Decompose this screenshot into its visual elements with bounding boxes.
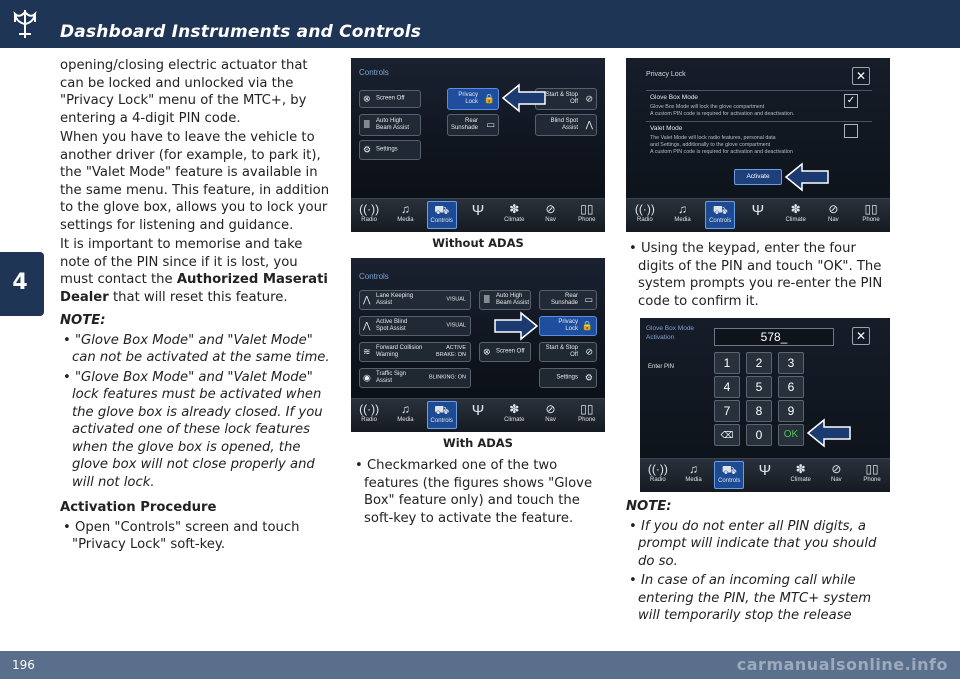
- bottom-nav-bar: [351, 198, 605, 232]
- forward-collision-button[interactable]: [359, 342, 471, 362]
- pointer-arrow-icon: [784, 162, 832, 192]
- button-label: Auto High Beam Assist: [376, 118, 410, 131]
- collision-icon: ≋: [363, 346, 371, 357]
- section-heading: Activation Procedure: [60, 500, 217, 515]
- lane-keeping-button[interactable]: [359, 290, 471, 310]
- ok-button[interactable]: OK: [778, 424, 804, 446]
- page-footer: [0, 651, 960, 679]
- button-value: BLINKING: ON: [429, 374, 466, 381]
- key-5[interactable]: 5: [746, 376, 772, 398]
- nav-label: Phone: [862, 217, 880, 223]
- nav-home-logo[interactable]: [750, 461, 780, 489]
- radio-icon: ((·)): [359, 202, 380, 216]
- nav-media[interactable]: [679, 461, 709, 489]
- paragraph: [60, 236, 335, 306]
- nav-label: Nav: [828, 217, 839, 223]
- music-note-icon: ♫: [400, 402, 410, 416]
- bottom-nav-bar: [351, 398, 605, 432]
- key-9[interactable]: 9: [778, 400, 804, 422]
- compass-icon: ⊘: [828, 202, 839, 216]
- button-label: Auto High Beam Assist: [496, 293, 530, 306]
- button-label: Privacy Lock: [558, 319, 578, 332]
- screen-header: Controls: [359, 272, 389, 281]
- valet-mode-title: Valet Mode: [650, 125, 683, 132]
- nav-radio[interactable]: [643, 461, 673, 489]
- button-label: Blind Spot Assist: [550, 118, 578, 131]
- car-icon: ⛟: [712, 203, 728, 217]
- compass-icon: ⊘: [545, 402, 556, 416]
- fan-icon: ✽: [509, 402, 520, 416]
- radio-icon: ((·)): [359, 402, 380, 416]
- pin-display: 578_: [714, 328, 834, 346]
- screen-off-icon: ⊗: [363, 93, 371, 104]
- key-6[interactable]: 6: [778, 376, 804, 398]
- keypad-title-1: Glove Box Mode: [646, 325, 695, 332]
- gear-icon: ⚙: [363, 144, 372, 155]
- phone-icon: ▯▯: [865, 462, 879, 476]
- nav-phone[interactable]: [572, 401, 602, 429]
- traffic-sign-icon: ◉: [363, 372, 371, 383]
- nav-label: Controls: [718, 478, 741, 484]
- text-column-2: [352, 457, 604, 529]
- start-stop-icon: ⊘: [585, 93, 593, 104]
- fan-icon: ✽: [509, 202, 520, 216]
- text-column-3-notes: [626, 498, 894, 627]
- trident-icon: Ψ: [758, 462, 772, 479]
- settings-button[interactable]: [359, 140, 421, 160]
- button-value: VISUAL: [446, 296, 466, 303]
- key-4[interactable]: 4: [714, 376, 740, 398]
- lock-icon: 🔒: [581, 320, 593, 331]
- nav-controls[interactable]: [427, 201, 457, 229]
- trident-icon: Ψ: [471, 202, 485, 219]
- button-label: Rear Sunshade: [450, 118, 478, 131]
- nav-label: Nav: [545, 217, 556, 223]
- nav-climate[interactable]: [786, 461, 816, 489]
- nav-media[interactable]: [390, 201, 420, 229]
- nav-label: Phone: [578, 417, 596, 423]
- lane-icon: ⋀: [363, 294, 371, 305]
- auto-high-beam-button[interactable]: [479, 290, 531, 310]
- nav-label: Climate: [785, 217, 806, 223]
- valet-desc-3: A custom PIN code is required for activation and deactivation: [650, 149, 793, 155]
- procedure-step: • Using the keypad, enter the four digits of the PIN and touch "OK". The system prompts you re-enter the PIN code to confirm it.: [629, 241, 883, 309]
- valet-desc-1: The Valet Mode will lock radio features, personal data: [650, 135, 776, 141]
- dialog-title: Privacy Lock: [646, 71, 686, 78]
- nav-nav[interactable]: [536, 401, 566, 429]
- procedure-step: • Open "Controls" screen and touch "Privacy Lock" soft-key.: [63, 519, 300, 552]
- nav-label: Radio: [637, 217, 653, 223]
- start-stop-button[interactable]: [539, 342, 597, 362]
- procedure-step: • Checkmarked one of the two features (the figures shows "Glove Box" feature only) and touch the soft-key to activate the feature.: [355, 458, 593, 526]
- car-icon: ⛟: [434, 203, 450, 217]
- nav-label: Controls: [709, 218, 732, 224]
- nav-label: Media: [685, 477, 702, 483]
- paragraph: When you have to leave the vehicle to another driver (for example, to park it), the "Valet Mode" feature is available in the same menu. This feature, in addition to the glove box, allows you to lock your settings for listening and guidance.: [60, 130, 330, 233]
- figure-caption: Without ADAS: [432, 236, 524, 250]
- radio-icon: ((·)): [634, 202, 655, 216]
- button-label: Forward Collision Warning: [376, 345, 423, 358]
- note-bullet: • "Glove Box Mode" and "Valet Mode" lock features must be activated when the glove box is already closed. If you activated one of these lock features when the glove box is opened, the glove box will not close properly and will not lock.: [63, 369, 323, 490]
- nav-phone[interactable]: [856, 201, 886, 229]
- nav-nav[interactable]: [536, 201, 566, 229]
- lock-icon: 🔒: [483, 93, 495, 104]
- page-number: 196: [12, 658, 35, 672]
- paragraph: opening/closing electric actuator that can be locked and unlocked via the "Privacy Lock" menu of the MTC+, by entering a 4-digit PIN code.: [60, 58, 308, 126]
- screen-header: Controls: [359, 68, 389, 77]
- nav-radio[interactable]: [354, 201, 384, 229]
- button-label: Screen Off: [496, 348, 525, 355]
- rear-sunshade-button[interactable]: [447, 114, 499, 136]
- nav-label: Climate: [504, 417, 525, 423]
- text-column-1: [60, 57, 335, 556]
- button-label: Active Blind Spot Assist: [376, 319, 408, 332]
- key-1[interactable]: 1: [714, 352, 740, 374]
- nav-controls[interactable]: [427, 401, 457, 429]
- rear-sunshade-button[interactable]: [539, 290, 597, 310]
- button-label: Rear Sunshade: [550, 293, 578, 306]
- note-heading: NOTE:: [626, 499, 672, 514]
- nav-label: Controls: [430, 418, 453, 424]
- nav-controls[interactable]: [705, 201, 735, 229]
- key-7[interactable]: 7: [714, 400, 740, 422]
- nav-label: Media: [397, 217, 414, 223]
- privacy-lock-screen: [626, 58, 890, 232]
- button-label: Screen Off: [376, 95, 405, 102]
- privacy-lock-button[interactable]: [539, 316, 597, 336]
- text-span: that will reset this feature.: [108, 289, 288, 305]
- controls-screen-with-adas: [351, 258, 605, 432]
- screen-off-button[interactable]: [359, 90, 421, 108]
- valet-mode-checkbox[interactable]: [844, 124, 858, 138]
- bottom-nav-bar: [640, 458, 890, 492]
- nav-home-logo[interactable]: [743, 201, 773, 229]
- nav-label: Climate: [790, 477, 811, 483]
- chapter-number: 4: [12, 270, 28, 295]
- nav-label: Phone: [863, 477, 881, 483]
- note-bullet: • In case of an incoming call while entering the PIN, the MTC+ system will temporarily stop the release: [629, 573, 872, 623]
- watermark: carmanualsonline.info: [736, 655, 948, 674]
- nav-label: Media: [674, 217, 691, 223]
- privacy-lock-button[interactable]: [447, 88, 499, 110]
- note-bullet: • "Glove Box Mode" and "Valet Mode" can not be activated at the same time.: [63, 332, 330, 365]
- pointer-arrow-icon: [501, 83, 549, 113]
- text-span: It is important to memorise and take note of the PIN since if it is lost, you must contact the: [60, 237, 303, 287]
- button-label: Start & Stop Off: [545, 92, 578, 105]
- glove-box-desc-2: A custom PIN code is required for activation and deactivation.: [650, 111, 795, 117]
- pointer-arrow-icon: [491, 311, 539, 341]
- bottom-nav-bar: [626, 198, 890, 232]
- dealer-emphasis: Authorized Maserati Dealer: [60, 272, 328, 305]
- radio-icon: ((·)): [647, 462, 668, 476]
- sunshade-icon: ▭: [486, 119, 495, 130]
- nav-home-logo[interactable]: [463, 201, 493, 229]
- blind-spot-button[interactable]: [535, 114, 597, 136]
- nav-nav[interactable]: [818, 201, 848, 229]
- gear-icon: ⚙: [584, 372, 593, 383]
- nav-media[interactable]: [668, 201, 698, 229]
- button-label: Settings: [376, 146, 398, 153]
- music-note-icon: ♫: [678, 202, 688, 216]
- compass-icon: ⊘: [545, 202, 556, 216]
- page-title: Dashboard Instruments and Controls: [60, 22, 422, 42]
- glove-box-mode-title: Glove Box Mode: [650, 94, 699, 101]
- nav-label: Nav: [545, 417, 556, 423]
- settings-button[interactable]: [539, 368, 597, 388]
- nav-label: Climate: [504, 217, 525, 223]
- nav-label: Nav: [831, 477, 842, 483]
- button-label: Start & Stop Off: [545, 345, 578, 358]
- figure-caption: With ADAS: [443, 436, 513, 450]
- button-label: Privacy Lock: [458, 92, 478, 105]
- phone-icon: ▯▯: [864, 202, 878, 216]
- nav-radio[interactable]: [630, 201, 660, 229]
- activate-button[interactable]: Activate: [734, 169, 782, 185]
- phone-icon: ▯▯: [580, 402, 594, 416]
- nav-label: Controls: [430, 218, 453, 224]
- compass-icon: ⊘: [831, 462, 842, 476]
- fan-icon: ✽: [795, 462, 806, 476]
- nav-label: Phone: [578, 217, 596, 223]
- key-8[interactable]: 8: [746, 400, 772, 422]
- close-icon[interactable]: ✕: [852, 327, 870, 345]
- phone-icon: ▯▯: [580, 202, 594, 216]
- glove-box-checkbox[interactable]: ✓: [844, 94, 858, 108]
- button-label: Settings: [556, 374, 578, 381]
- text-column-3: [626, 240, 894, 312]
- nav-radio[interactable]: [354, 401, 384, 429]
- nav-climate[interactable]: [781, 201, 811, 229]
- nav-phone[interactable]: [857, 461, 887, 489]
- car-icon: ⛟: [434, 403, 450, 417]
- high-beam-icon: ≣: [483, 294, 491, 305]
- divider: [646, 90, 872, 91]
- auto-high-beam-button[interactable]: [359, 114, 421, 136]
- start-stop-icon: ⊘: [585, 346, 593, 357]
- trident-icon: Ψ: [751, 202, 765, 219]
- active-blind-spot-button[interactable]: [359, 316, 471, 336]
- nav-home-logo[interactable]: [463, 401, 493, 429]
- traffic-sign-button[interactable]: [359, 368, 471, 388]
- chapter-tab: [0, 252, 44, 316]
- key-0[interactable]: 0: [746, 424, 772, 446]
- button-value: ACTIVE BRAKE: ON: [436, 345, 466, 358]
- key-3[interactable]: 3: [778, 352, 804, 374]
- page-header: [0, 0, 960, 48]
- high-beam-icon: ≣: [363, 119, 371, 130]
- music-note-icon: ♫: [689, 462, 699, 476]
- blind-spot-icon: ⋀: [363, 320, 371, 331]
- close-icon[interactable]: ✕: [852, 67, 870, 85]
- nav-media[interactable]: [390, 401, 420, 429]
- keypad-title-2: Activation: [646, 334, 675, 341]
- nav-label: Media: [397, 417, 414, 423]
- nav-label: Radio: [361, 217, 377, 223]
- nav-controls[interactable]: [714, 461, 744, 489]
- screen-off-icon: ⊗: [483, 346, 491, 357]
- button-value: VISUAL: [446, 322, 466, 329]
- nav-phone[interactable]: [572, 201, 602, 229]
- nav-climate[interactable]: [499, 201, 529, 229]
- sunshade-icon: ▭: [584, 294, 593, 305]
- pin-keypad-screen: [640, 318, 890, 492]
- fan-icon: ✽: [790, 202, 801, 216]
- valet-desc-2: and Settings, additionally to the glove compartment: [650, 142, 771, 148]
- key-2[interactable]: 2: [746, 352, 772, 374]
- blind-spot-icon: ⋀: [585, 119, 593, 130]
- maserati-trident-logo-icon: [10, 8, 40, 40]
- glove-box-desc-1: Glove Box Mode will lock the glove compartment: [650, 104, 765, 110]
- button-label: Traffic Sign Assist: [376, 371, 407, 384]
- nav-climate[interactable]: [499, 401, 529, 429]
- divider: [646, 121, 872, 122]
- screen-off-button[interactable]: [479, 342, 531, 362]
- music-note-icon: ♫: [400, 202, 410, 216]
- controls-screen-without-adas: [351, 58, 605, 232]
- enter-pin-label: Enter PIN: [648, 364, 675, 370]
- nav-label: Radio: [361, 417, 377, 423]
- pointer-arrow-icon: [806, 418, 854, 448]
- note-bullet: • If you do not enter all PIN digits, a prompt will indicate that you should do so.: [629, 518, 877, 569]
- backspace-icon[interactable]: ⌫: [714, 424, 740, 446]
- note-heading: NOTE:: [60, 313, 106, 328]
- nav-nav[interactable]: [821, 461, 851, 489]
- button-label: Lane Keeping Assist: [376, 293, 414, 306]
- trident-icon: Ψ: [471, 402, 485, 419]
- car-icon: ⛟: [721, 463, 737, 477]
- nav-label: Radio: [650, 477, 666, 483]
